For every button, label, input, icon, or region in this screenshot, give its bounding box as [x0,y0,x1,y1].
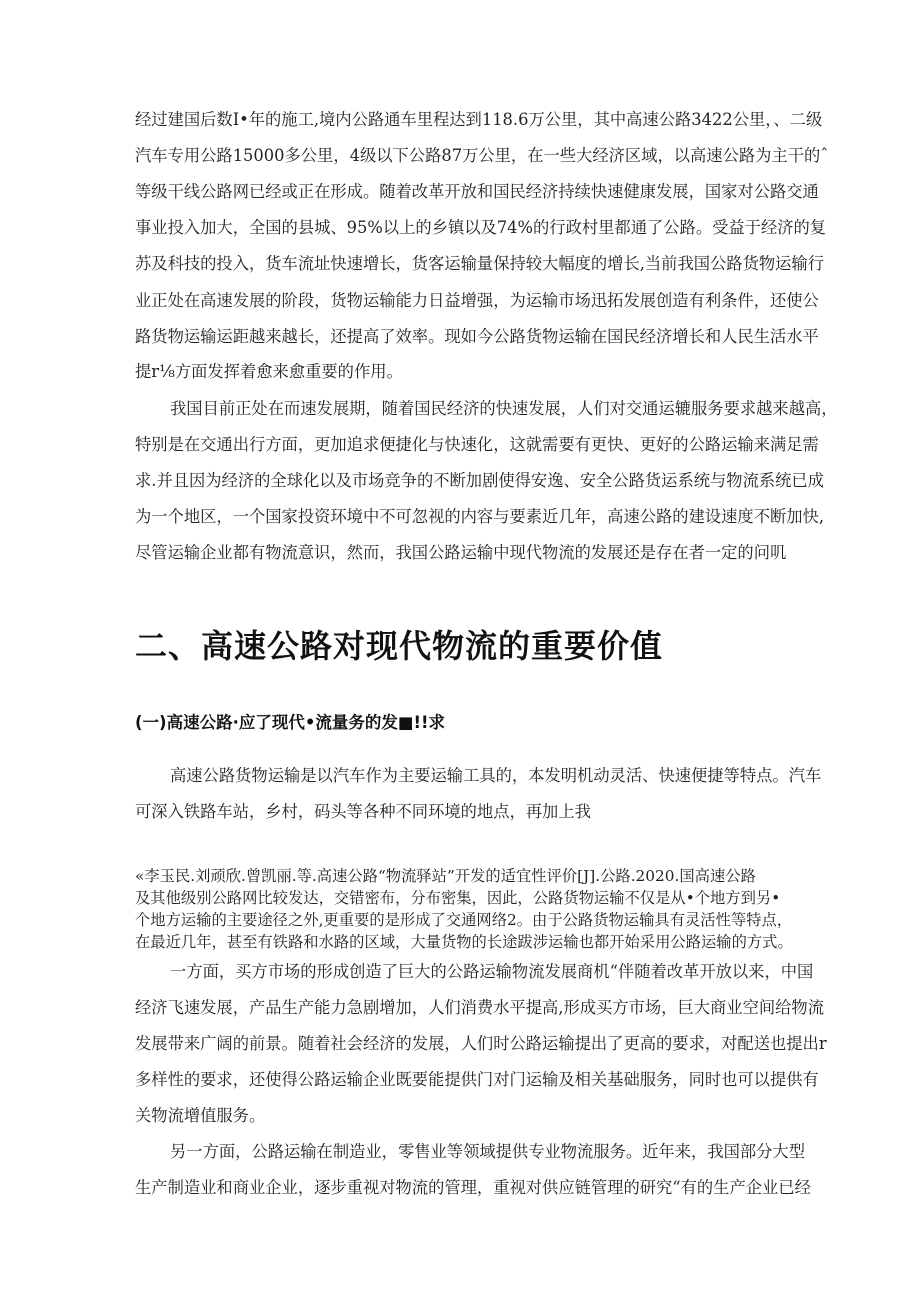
footnote-line: 在最近几年，甚至有铁路和水路的区域，大量货物的长途跋涉运输也都开始采用公路运输的方式。 [135,933,793,951]
text-line: 生产制造业和商业企业，逐步重视对物流的管理，重视对供应链管理的研究“有的生产企业已经 [135,1178,811,1197]
subsection-heading: (一)高速公路·应了现代•流量务的发■!!求 [135,713,446,732]
footnote-line: 个地方运输的主要途径之外,更重要的是形成了交通网络2。由于公路货物运输具有灵活性等特点， [135,911,793,929]
footnote-line: «李玉民.刘顽欣.曾凯丽.等.高速公路“物流驿站”开发的适宜性评价[J].公路.2020.国高速公路 [135,867,756,885]
text-line: 路货物运输运距越来越长，还提高了效率。现如今公路货物运输在国民经济增长和人民生活水平 [135,327,819,346]
text-line: 汽车专用公路15000多公里，4级以下公路87万公里，在一些大经济区域，以高速公路为主干的ˆ [135,146,829,165]
text-line: 经过建国后数Ⅰ•年的施工,境内公路通车里程达到118.6万公里，其中高速公路3422公里，、二级 [135,110,823,129]
text-line: 求.并且因为经济的全球化以及市场竞争的不断加剧使得安逸、安全公路货运系统与物流系统已成 [135,471,824,490]
text-line: 为一个地区，一个国家投资环境中不可忽视的内容与要素近几年，高速公路的建设速度不断加快, [135,507,824,526]
section-heading: 二、高速公路对现代物流的重要价值 [135,627,664,665]
text-line: 可深入铁路车站，乡村，码头等各种不同环境的地点，再加上我 [135,802,591,821]
text-line: 特别是在交通出行方面，更加追求便捷化与快速化，这就需要有更快、更好的公路运输来满足需 [135,435,819,454]
text-line: 发展带来广阔的前景。随着社会经济的发展，人们时公路运输提出了更高的要求，对配送也提出r [135,1034,827,1053]
text-line: 另一方面，公路运输在制造业，零售业等领域提供专业物流服务。近年来，我国部分大型 [170,1142,805,1161]
text-line: 一方面，买方市场的形成创造了巨大的公路运输物流发展商机“伴随着改革开放以来，中国 [170,962,814,981]
text-line: 苏及科技的投入，货车流址快速增长，货客运输量保持较大幅度的增长,当前我国公路货物运输行 [135,254,824,273]
text-line: 我国目前正处在而速发展期，随着国民经济的快速发展，人们对交通运辘服务要求越来越高， [170,399,838,418]
text-line: 等级干线公路网已经或正在形成。随着改革开放和国民经济持续快速健康发展，国家对公路交通 [135,182,819,201]
text-line: 事业投入加大，全国的县城、95%以上的乡镇以及74%的行政村里都通了公路。受益于经济的复 [135,218,827,237]
text-line: 提r⅛方面发挥着愈来愈重要的作用。 [135,362,403,381]
text-line: 经济飞速发展，产品生产能力急剧增加，人们消费水平提高,形成买方市场，巨大商业空间给物流 [135,998,824,1017]
text-line: 高速公路货物运输是以汽车作为主要运输工具的，本发明机动灵活、快速便捷等特点。汽车 [170,766,822,785]
footnote-line: 及其他级别公路网比较发达，交错密布，分布密集，因此，公路货物运输不仅是从•个地方到另• [135,889,781,907]
text-line: 多样性的要求，还使得公路运输企业既要能提供门对门运输及相关基础服务，同时也可以提供有 [135,1070,819,1089]
text-line: 业正处在高速发展的阶段，货物运输能力日益增强，为运输市场迅拓发展创造有利条件，还使公 [135,291,819,310]
text-line: 尽管运输企业都有物流意识，然而，我国公路运输中现代物流的发展还是存在者一定的问叽 [135,543,787,562]
text-line: 关物流增值服务。 [135,1106,266,1125]
